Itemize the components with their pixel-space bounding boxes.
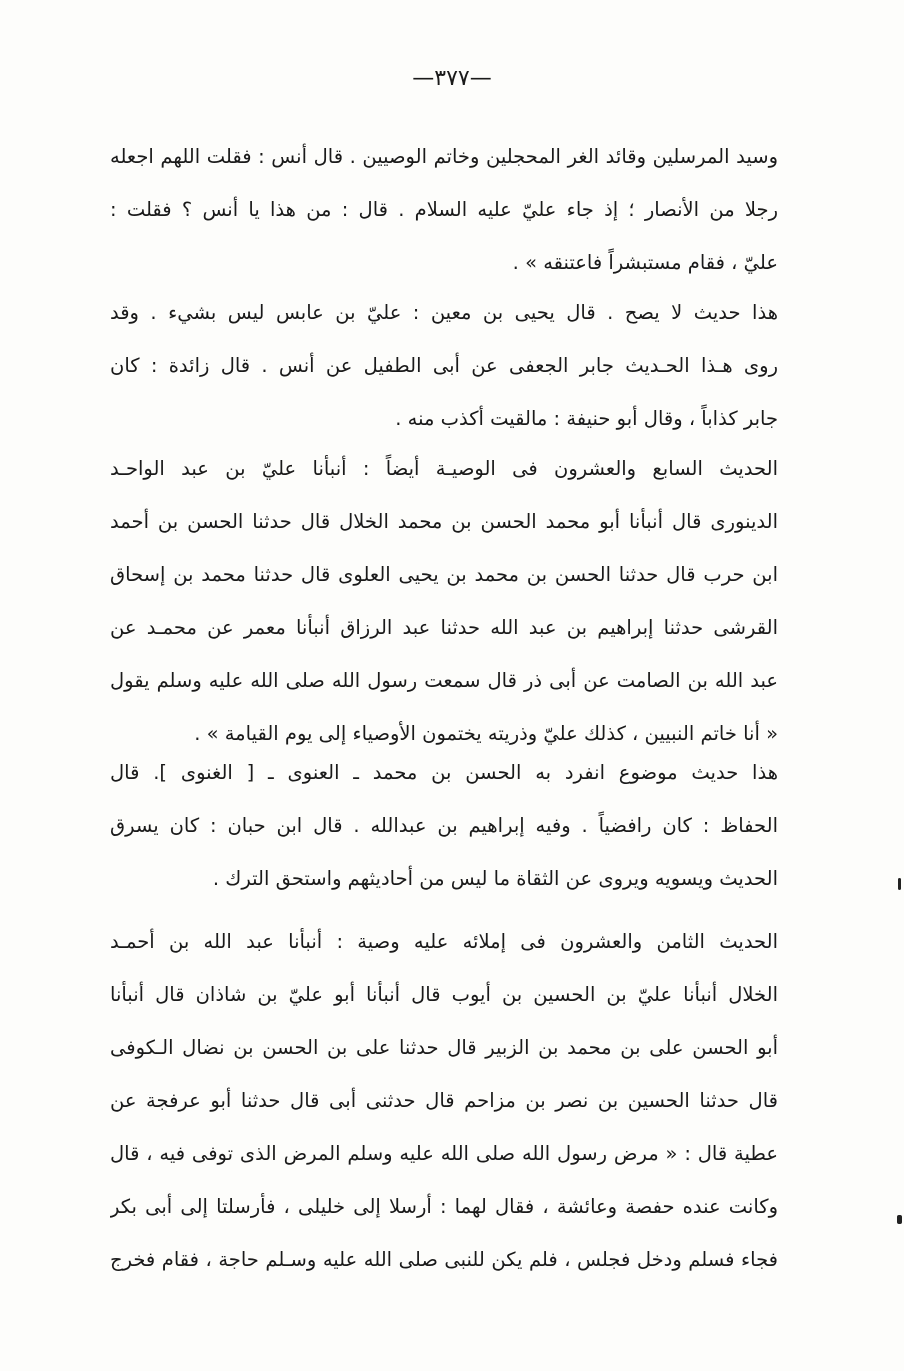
text-line: جابر كذاباً ، وقال أبو حنيفة : مالقيت أكذب منه . bbox=[395, 407, 778, 430]
text-line: « أنا خاتم النبيين ، كذلك عليّ وذريته يختمون الأوصياء إلى يوم القيامة » . bbox=[194, 722, 778, 745]
paragraph-1 bbox=[110, 130, 778, 289]
text-line: عطية قال : « مرض رسول الله صلى الله عليه وسلم المرض الذى توفى فيه ، قال bbox=[110, 1142, 778, 1165]
paragraph-4 bbox=[110, 746, 778, 905]
text-line: وسيد المرسلين وقائد الغر المحجلين وخاتم الوصيين . قال أنس : فقلت اللهم اجعله bbox=[110, 145, 778, 168]
paragraph-3 bbox=[110, 442, 778, 760]
text-line: الحديث ويسويه ويروى عن الثقاة ما ليس من أحاديثهم واستحق الترك . bbox=[212, 867, 778, 890]
text-line: قال حدثنا الحسين بن نصر بن مزاحم قال حدثنى أبى قال حدثنا أبو عرفجة عن bbox=[110, 1089, 778, 1112]
text-line: الحفاظ : كان رافضياً . وفيه إبراهيم بن عبدالله . قال ابن حبان : كان يسرق bbox=[110, 814, 778, 837]
text-line: الحديث الثامن والعشرون فى إملائه عليه وصية : أنبأنا عبد الله بن أحمـد bbox=[110, 930, 778, 953]
text-line: وكانت عنده حفصة وعائشة ، فقال لهما : أرسلا إلى خليلى ، فأرسلتا إلى أبى بكر bbox=[110, 1195, 778, 1218]
text-line: عبد الله بن الصامت عن أبى ذر قال سمعت رسول الله صلى الله عليه وسلم يقول bbox=[110, 669, 778, 692]
text-line: القرشى حدثنا إبراهيم بن عبد الله حدثنا عبد الرزاق أنبأنا معمر عن محمـد عن bbox=[110, 616, 778, 639]
paragraph-2 bbox=[110, 286, 778, 445]
text-line: عليّ ، فقام مستبشراً فاعتنقه » . bbox=[512, 251, 778, 274]
scan-mark bbox=[898, 878, 901, 890]
text-line: رجلا من الأنصار ؛ إذ جاء عليّ عليه السلام . قال : من هذا يا أنس ؟ فقلت : bbox=[110, 198, 778, 221]
text-line: هذا حديث موضوع انفرد به الحسن بن محمد ـ العنوى ـ [ الغنوى ]. قال bbox=[110, 761, 778, 784]
text-line: الحديث السابع والعشرون فى الوصيـة أيضاً : أنبأنا عليّ بن عبد الواحـد bbox=[110, 457, 778, 480]
text-line: الخلال أنبأنا عليّ بن الحسين بن أيوب قال أنبأنا أبو عليّ بن شاذان قال أنبأنا bbox=[110, 983, 778, 1006]
text-line: ابن حرب قال حدثنا الحسن بن محمد بن يحيى العلوى قال حدثنا محمد بن إسحاق bbox=[110, 563, 778, 586]
text-line: أبو الحسن على بن محمد بن الزبير قال حدثنا على بن الحسن بن نضال الـكوفى bbox=[110, 1036, 778, 1059]
text-line: فجاء فسلم ودخل فجلس ، فلم يكن للنبى صلى الله عليه وسـلم حاجة ، فقام فخرج bbox=[110, 1248, 778, 1271]
scan-mark bbox=[897, 1215, 902, 1224]
text-line: هذا حديث لا يصح . قال يحيى بن معين : عليّ بن عابس ليس بشيء . وقد bbox=[110, 301, 778, 324]
paragraph-5 bbox=[110, 915, 778, 1286]
page-number: —٣٧٧— bbox=[412, 66, 492, 91]
text-line: روى هـذا الحـديث جابر الجعفى عن أبى الطفيل عن أنس . قال زائدة : كان bbox=[110, 354, 778, 377]
text-line: الدينورى قال أنبأنا أبو محمد الحسن بن محمد الخلال قال حدثنا الحسن بن أحمد bbox=[110, 510, 778, 533]
